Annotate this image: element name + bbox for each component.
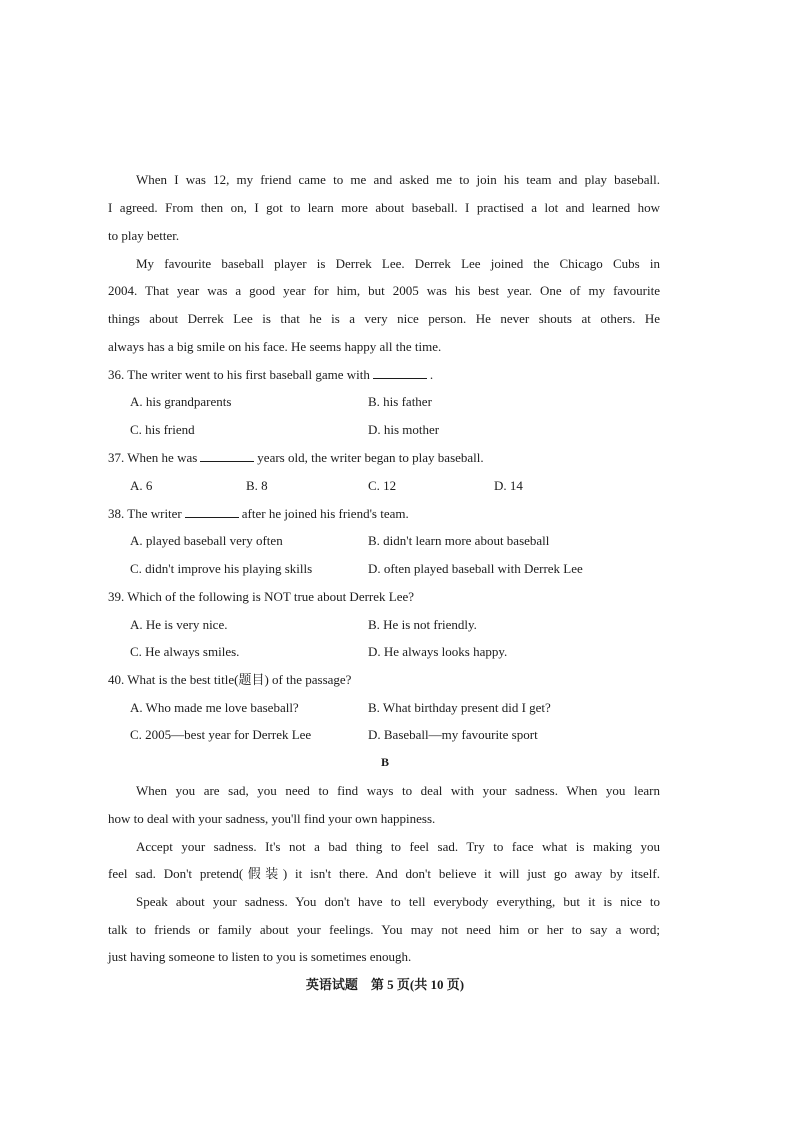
question-38 bbox=[108, 506, 409, 522]
question-38-option-a: A. played baseball very often bbox=[130, 533, 283, 548]
question-39-stem: 39. Which of the following is NOT true about Derrek Lee? bbox=[108, 589, 415, 604]
answer-blank bbox=[185, 506, 239, 518]
passage-a-p1-line-2: I agreed. From then on, I got to learn more about baseball. I practised a lot and learned how bbox=[108, 200, 660, 215]
question-37-stem-end: years old, the writer began to play baseball. bbox=[257, 450, 484, 465]
question-38-option-c: C. didn't improve his playing skills bbox=[130, 561, 313, 576]
question-36-option-a: A. his grandparents bbox=[130, 394, 232, 409]
question-38-stem-end: after he joined his friend's team. bbox=[241, 506, 409, 521]
question-39-option-d: D. He always looks happy. bbox=[368, 644, 508, 659]
question-40-option-b: B. What birthday present did I get? bbox=[368, 700, 551, 715]
question-37-option-d: D. 14 bbox=[494, 478, 523, 493]
page-footer: 英语试题 第 5 页(共 10 页) bbox=[305, 977, 465, 992]
question-38-option-d: D. often played baseball with Derrek Lee bbox=[368, 561, 583, 576]
passage-a-p2-line-4: always has a big smile on his face. He seems happy all the time. bbox=[108, 339, 442, 354]
question-40-option-d: D. Baseball—my favourite sport bbox=[368, 727, 538, 742]
question-37-option-b: B. 8 bbox=[246, 478, 268, 493]
passage-b-p3-line-3: just having someone to listen to you is sometimes enough. bbox=[108, 949, 412, 964]
passage-b-p1-line-1: When you are sad, you need to find ways to deal with your sadness. When you learn bbox=[136, 783, 660, 798]
question-39-option-c: C. He always smiles. bbox=[130, 644, 240, 659]
question-37-option-c: C. 12 bbox=[368, 478, 397, 493]
passage-b-p3-line-2: talk to friends or family about your feelings. You may not need him or her to say a word; bbox=[108, 922, 660, 937]
question-36-option-c: C. his friend bbox=[130, 422, 195, 437]
question-36-option-d: D. his mother bbox=[368, 422, 440, 437]
passage-b-p2-line-1: Accept your sadness. It's not a bad thing to feel sad. Try to face what is making you bbox=[136, 839, 660, 854]
question-38-stem: 38. The writer bbox=[108, 506, 182, 521]
question-40-option-a: A. Who made me love baseball? bbox=[130, 700, 299, 715]
passage-b-p2-line-2: feel sad. Don't pretend(假装) it isn't there. And don't believe it will just go away by itself. bbox=[108, 866, 660, 881]
question-36 bbox=[108, 367, 433, 383]
passage-a-p2-line-2: 2004. That year was a good year for him, but 2005 was his best year. One of my favourite bbox=[108, 283, 660, 298]
passage-a-p1-line-1: When I was 12, my friend came to me and asked me to join his team and play baseball. bbox=[136, 172, 660, 187]
answer-blank bbox=[200, 450, 254, 462]
passage-b-p1-line-2: how to deal with your sadness, you'll find your own happiness. bbox=[108, 811, 436, 826]
answer-blank bbox=[373, 367, 427, 379]
question-39-option-a: A. He is very nice. bbox=[130, 617, 228, 632]
question-38-option-b: B. didn't learn more about baseball bbox=[368, 533, 550, 548]
question-39-option-b: B. He is not friendly. bbox=[368, 617, 477, 632]
passage-a-p2-line-1: My favourite baseball player is Derrek Lee. Derrek Lee joined the Chicago Cubs in bbox=[136, 256, 660, 271]
question-37 bbox=[108, 450, 484, 466]
question-37-option-a: A. 6 bbox=[130, 478, 153, 493]
passage-a-p2-line-3: things about Derrek Lee is that he is a very nice person. He never shouts at others. He bbox=[108, 311, 660, 326]
question-36-option-b: B. his father bbox=[368, 394, 432, 409]
question-40-option-c: C. 2005—best year for Derrek Lee bbox=[130, 727, 312, 742]
passage-a-p1-line-3: to play better. bbox=[108, 228, 180, 243]
question-36-stem: 36. The writer went to his first baseball game with bbox=[108, 367, 370, 382]
question-40-stem: 40. What is the best title(题目) of the passage? bbox=[108, 672, 352, 687]
question-37-stem: 37. When he was bbox=[108, 450, 198, 465]
section-b-heading: B bbox=[380, 755, 389, 769]
question-36-stem-end: . bbox=[429, 367, 434, 382]
passage-b-p3-line-1: Speak about your sadness. You don't have to tell everybody everything, but it is nice to bbox=[136, 894, 660, 909]
